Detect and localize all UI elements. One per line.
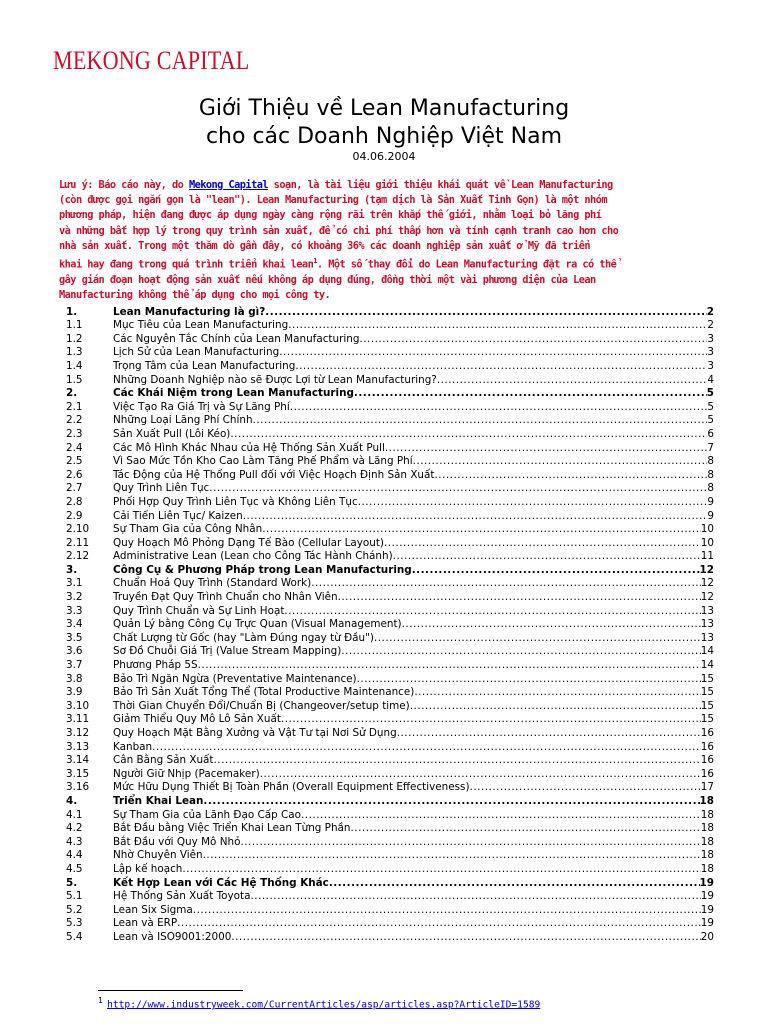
toc-leader-dots — [265, 306, 707, 319]
toc-leader-dots — [437, 374, 708, 387]
toc-entry-page: 3 — [707, 332, 714, 345]
toc-entry-number: 2.9 — [66, 509, 83, 522]
toc-entry-title: Kết Hợp Lean với Các Hệ Thống Khác — [113, 876, 329, 889]
toc-leader-dots — [357, 673, 701, 686]
toc-leader-dots — [311, 577, 701, 590]
toc-entry-number: 3.13 — [66, 740, 90, 753]
toc-entry-title: Truyền Đạt Quy Trình Chuẩn cho Nhân Viên — [113, 591, 338, 604]
toc-entry-title: Nhờ Chuyên Viên — [113, 849, 203, 862]
toc-entry-title: Bảo Trì Ngăn Ngừa (Preventative Maintenance) — [113, 672, 357, 685]
toc-entry-page: 15 — [700, 713, 714, 726]
toc-entry-number: 4.1 — [66, 808, 83, 821]
toc-leader-dots — [193, 904, 701, 917]
toc-entry-page: 15 — [700, 672, 714, 685]
toc-leader-dots — [329, 877, 700, 890]
toc-entry-number: 3.11 — [66, 713, 90, 726]
toc-entry-number: 4. — [66, 794, 78, 807]
toc-leader-dots — [434, 469, 707, 482]
toc-entry-page: 12 — [700, 577, 714, 590]
toc-leader-dots — [260, 768, 701, 781]
toc-leader-dots — [470, 781, 701, 794]
toc-entry-title: Quy Hoạch Mô Phỏng Dạng Tế Bào (Cellular Layout) — [113, 536, 384, 549]
toc-entry[interactable] — [66, 346, 714, 360]
toc-entry[interactable] — [66, 890, 714, 904]
toc-entry-title: Cải Tiến Liên Tục/ Kaizen — [113, 509, 243, 522]
toc-entry-title: Công Cụ & Phương Pháp trong Lean Manufacturing — [113, 563, 412, 576]
toc-entry-title: Bắt Đầu với Quy Mô Nhỏ — [113, 835, 241, 848]
toc-leader-dots — [414, 686, 700, 699]
toc-entry[interactable] — [66, 563, 714, 577]
toc-entry-page: 15 — [700, 699, 714, 712]
toc-leader-dots — [262, 523, 701, 536]
toc-entry[interactable] — [66, 781, 714, 795]
toc-leader-dots — [413, 455, 708, 468]
toc-entry-page: 10 — [700, 536, 714, 549]
toc-leader-dots — [358, 496, 708, 509]
toc-entry-title: Người Giữ Nhịp (Pacemaker) — [113, 767, 260, 780]
toc-entry-number: 2.12 — [66, 550, 90, 563]
mekong-capital-logo: MEKONG CAPITAL — [53, 46, 250, 75]
toc-entry-number: 3.10 — [66, 699, 90, 712]
toc-leader-dots — [397, 727, 701, 740]
toc-entry-number: 3.14 — [66, 754, 90, 767]
toc-entry-page: 9 — [707, 495, 714, 508]
toc-entry-page: 3 — [707, 346, 714, 359]
toc-entry-page: 8 — [707, 455, 714, 468]
toc-leader-dots — [338, 591, 701, 604]
toc-leader-dots — [240, 836, 700, 849]
toc-entry-number: 1.5 — [66, 373, 83, 386]
toc-entry[interactable] — [66, 740, 714, 754]
note-line: gây gián đoạn hoạt động sản xuất nếu không áp dụng đúng, đồng thời một vài phương diện của Lean — [59, 273, 596, 286]
toc-entry-page: 18 — [700, 862, 714, 875]
toc-entry-page: 4 — [707, 373, 714, 386]
toc-entry-page: 12 — [700, 591, 714, 604]
toc-entry-title: Cân Bằng Sản Xuất — [113, 754, 214, 767]
toc-entry[interactable] — [66, 482, 714, 496]
toc-entry-number: 3.15 — [66, 767, 90, 780]
toc-entry-number: 2.4 — [66, 441, 83, 454]
toc-entry[interactable] — [66, 835, 714, 849]
toc-entry-number: 2.6 — [66, 468, 83, 481]
note-text: . Một số thay đổi do Lean Manufacturing đặt ra có thể — [316, 258, 617, 271]
toc-entry-title: Lịch Sử của Lean Manufacturing — [113, 346, 280, 359]
document-date: 04.06.2004 — [352, 150, 416, 163]
toc-entry-title: Những Doanh Nghiệp nào sẽ Được Lợi từ Lean Manufacturing? — [113, 373, 437, 386]
toc-entry-number: 5.4 — [66, 930, 83, 943]
toc-entry-number: 5.2 — [66, 903, 83, 916]
toc-entry[interactable] — [66, 536, 714, 550]
toc-entry[interactable] — [66, 509, 714, 523]
toc-entry-number: 2.5 — [66, 455, 83, 468]
toc-entry-page: 14 — [700, 659, 714, 672]
toc-entry-title: Giảm Thiểu Quy Mô Lô Sản Xuất — [113, 713, 281, 726]
toc-entry-number: 3.5 — [66, 631, 83, 644]
toc-entry-page: 12 — [699, 563, 714, 576]
toc-entry-title: Kanban — [113, 740, 153, 753]
toc-entry-number: 2.2 — [66, 414, 83, 427]
toc-leader-dots — [182, 863, 700, 876]
toc-entry-number: 2.3 — [66, 427, 83, 440]
toc-entry-number: 5. — [66, 876, 78, 889]
intro-note — [59, 178, 713, 303]
toc-entry-title: Sự Tham Gia của Công Nhân — [113, 523, 263, 536]
mekong-capital-link[interactable]: Mekong Capital — [188, 179, 269, 191]
toc-entry-page: 16 — [700, 767, 714, 780]
toc-entry-title: Quy Trình Liên Tục — [113, 482, 210, 495]
toc-entry-page: 19 — [700, 890, 714, 903]
toc-entry-title: Quản Lý bằng Công Cụ Trực Quan (Visual Management) — [113, 618, 402, 631]
toc-leader-dots — [290, 401, 708, 414]
toc-entry-page: 15 — [700, 686, 714, 699]
toc-entry-page: 2 — [707, 319, 714, 332]
toc-leader-dots — [209, 482, 707, 495]
toc-entry-number: 1.3 — [66, 346, 83, 359]
toc-entry[interactable] — [66, 373, 714, 387]
toc-leader-dots — [279, 346, 707, 359]
toc-entry-title: Các Mô Hình Khác Nhau của Hệ Thống Sản Xuất Pull — [113, 441, 385, 454]
toc-entry-page: 3 — [707, 359, 714, 372]
toc-entry[interactable] — [66, 550, 714, 564]
toc-entry-title: Lean Manufacturing là gì? — [113, 305, 266, 318]
toc-entry-page: 16 — [700, 754, 714, 767]
toc-entry-number: 4.3 — [66, 835, 83, 848]
toc-entry-number: 3.12 — [66, 727, 90, 739]
toc-entry-number: 4.5 — [66, 862, 83, 875]
toc-entry-page: 18 — [700, 835, 714, 848]
footnote — [98, 996, 540, 1010]
footnote-ref[interactable]: 1 — [313, 257, 317, 266]
toc-leader-dots — [410, 700, 701, 713]
toc-entry-number: 2.11 — [66, 536, 90, 549]
toc-entry-number: 3.2 — [66, 591, 83, 604]
toc-entry-title: Tác Động của Hệ Thống Pull đối với Việc Hoạch Định Sản Xuất — [113, 468, 435, 481]
toc-entry-title: Lean và ISO9001:2000 — [113, 930, 232, 943]
toc-entry-title: Mục Tiêu của Lean Manufacturing — [113, 319, 289, 332]
toc-entry-page: 9 — [707, 509, 714, 522]
toc-entry-page: 2 — [706, 305, 714, 318]
toc-entry[interactable] — [66, 523, 714, 537]
toc-leader-dots — [393, 550, 701, 563]
toc-entry[interactable] — [66, 930, 714, 944]
toc-entry-page: 5 — [706, 387, 714, 400]
toc-entry-page: 20 — [700, 930, 714, 943]
toc-entry-page: 8 — [707, 468, 714, 481]
toc-entry-title: Vì Sao Mức Tồn Kho Cao Làm Tăng Phế Phẩm và Lãng Phí — [113, 455, 413, 468]
note-line: phương pháp, hiện đang được áp dụng ngày càng rộng rãi trên khắp thế giới, nhằm loại bỏ lãng phí — [59, 209, 602, 222]
toc-entry-page: 7 — [707, 441, 714, 454]
toc-entry-page: 19 — [700, 917, 714, 930]
toc-leader-dots — [402, 618, 701, 631]
toc-entry[interactable] — [66, 618, 714, 632]
toc-entry-page: 13 — [700, 618, 714, 631]
toc-entry-page: 19 — [699, 876, 714, 889]
document-title-line2: cho các Doanh Nghiệp Việt Nam — [205, 124, 563, 149]
toc-leader-dots — [351, 822, 701, 835]
toc-entry[interactable] — [66, 726, 714, 740]
toc-entry-number: 2. — [66, 387, 78, 400]
toc-leader-dots — [301, 809, 701, 822]
toc-entry[interactable] — [66, 767, 714, 781]
toc-leader-dots — [253, 414, 708, 427]
toc-entry[interactable] — [66, 631, 714, 645]
toc-entry-title: Việc Tạo Ra Giá Trị và Sự Lãng Phí — [113, 400, 290, 413]
toc-entry[interactable] — [66, 754, 714, 768]
toc-entry-number: 3. — [66, 563, 78, 576]
toc-entry-page: 11 — [700, 550, 714, 563]
toc-entry[interactable] — [66, 400, 714, 414]
toc-entry[interactable] — [66, 319, 714, 333]
toc-entry-number: 3.6 — [66, 645, 83, 658]
toc-entry[interactable] — [66, 849, 714, 863]
toc-entry[interactable] — [66, 359, 714, 373]
toc-leader-dots — [412, 564, 700, 577]
toc-entry-page: 18 — [700, 822, 714, 835]
toc-entry-title: Bảo Trì Sản Xuất Tổng Thể (Total Productive Maintenance) — [113, 686, 415, 699]
toc-entry-page: 13 — [700, 604, 714, 617]
toc-entry-title: Chuẩn Hoá Quy Trình (Standard Work) — [113, 577, 312, 590]
toc-entry-page: 18 — [700, 849, 714, 862]
toc-leader-dots — [203, 849, 701, 862]
note-line: (còn được gọi ngắn gọn là "lean"). Lean Manufacturing (tạm dịch là Sản Xuất Tinh Gọn) là một nhóm — [59, 194, 607, 207]
toc-entry[interactable] — [66, 822, 714, 836]
toc-entry-number: 3.16 — [66, 781, 90, 794]
toc-entry-title: Các Nguyên Tắc Chính của Lean Manufacturing — [113, 332, 360, 345]
toc-entry-number: 3.1 — [66, 577, 83, 590]
toc-entry-title: Chất Lượng từ Gốc (hay "Làm Đúng ngay từ Đầu") — [113, 631, 374, 644]
toc-entry[interactable] — [66, 713, 714, 727]
toc-entry[interactable] — [66, 808, 714, 822]
toc-entry-title: Thời Gian Chuyển Đổi/Chuẩn Bị (Changeover/setup time) — [113, 699, 410, 712]
document-title-line1: Giới Thiệu về Lean Manufacturing — [198, 96, 570, 121]
toc-entry[interactable] — [66, 427, 714, 441]
footnote-link[interactable]: http://www.industryweek.com/CurrentArticles/asp/articles.asp?ArticleID=1589 — [107, 999, 541, 1011]
toc-entry-title: Lean Six Sigma — [113, 903, 193, 916]
toc-entry-page: 18 — [699, 794, 714, 807]
toc-entry-number: 1.2 — [66, 332, 83, 345]
toc-entry-number: 4.4 — [66, 849, 83, 862]
toc-entry-title: Sản Xuất Pull (Lôi Kéo) — [113, 427, 231, 440]
toc-entry-title: Những Loại Lãng Phí Chính — [113, 414, 253, 427]
toc-entry-page: 13 — [700, 631, 714, 644]
toc-entry-page: 8 — [707, 482, 714, 495]
toc-leader-dots — [359, 333, 707, 346]
toc-entry[interactable] — [66, 468, 714, 482]
note-line: Manufacturing không thể áp dụng cho mọi công ty. — [59, 288, 331, 301]
toc-entry-title: Administrative Lean (Lean cho Công Tác Hành Chánh) — [113, 550, 393, 563]
toc-leader-dots — [281, 713, 701, 726]
footnote-mark: 1 — [98, 996, 104, 1005]
toc-entry-number: 2.7 — [66, 482, 83, 495]
toc-entry-page: 5 — [707, 414, 714, 427]
toc-entry-number: 1. — [66, 305, 78, 318]
toc-entry[interactable] — [66, 672, 714, 686]
toc-entry-title: Phương Pháp 5S — [113, 659, 198, 672]
toc-leader-dots — [341, 645, 701, 658]
toc-entry[interactable] — [66, 699, 714, 713]
toc-leader-dots — [203, 795, 699, 808]
toc-entry-title: Các Khái Niệm trong Lean Manufacturing — [113, 387, 354, 400]
toc-entry[interactable] — [66, 455, 714, 469]
toc-entry[interactable] — [66, 686, 714, 700]
toc-entry[interactable] — [66, 876, 714, 890]
toc-entry[interactable] — [66, 604, 714, 618]
toc-leader-dots — [354, 387, 707, 400]
toc-entry-number: 3.9 — [66, 686, 83, 699]
toc-leader-dots — [288, 319, 707, 332]
toc-entry[interactable] — [66, 590, 714, 604]
toc-entry[interactable] — [66, 658, 714, 672]
toc-entry-title: Trọng Tâm của Lean Manufacturing — [113, 359, 296, 372]
toc-entry-title: Triển Khai Lean — [113, 794, 204, 807]
toc-entry[interactable] — [66, 495, 714, 509]
toc-leader-dots — [230, 428, 707, 441]
toc-entry-page: 16 — [700, 740, 714, 753]
toc-entry-page: 19 — [700, 903, 714, 916]
note-text: soạn, là tài liệu giới thiệu khái quát về Lean Manufacturing — [268, 179, 613, 191]
toc-entry-title: Quy Trình Chuẩn và Sự Linh Hoạt — [113, 604, 285, 617]
footnote-divider — [98, 990, 243, 991]
toc-entry-number: 3.7 — [66, 659, 83, 672]
toc-entry[interactable] — [66, 414, 714, 428]
toc-leader-dots — [374, 632, 701, 645]
toc-entry-title: Bắt Đầu bằng Việc Triển Khai Lean Từng Phần — [113, 822, 351, 835]
toc-entry-page: 5 — [707, 400, 714, 413]
toc-leader-dots — [384, 537, 701, 550]
note-line — [59, 254, 713, 273]
toc-leader-dots — [295, 360, 707, 373]
toc-entry[interactable] — [66, 441, 714, 455]
toc-entry-title: Phối Hợp Quy Trình Liên Tục và Không Liên Tục — [113, 495, 358, 508]
toc-leader-dots — [284, 605, 700, 618]
toc-leader-dots — [214, 754, 701, 767]
toc-entry-number: 2.10 — [66, 523, 90, 536]
toc-entry-number: 3.4 — [66, 618, 83, 631]
toc-entry-title: Sơ Đồ Chuỗi Giá Trị (Value Stream Mapping) — [113, 645, 342, 658]
toc-leader-dots — [243, 510, 708, 523]
toc-entry-title: Lean và ERP — [113, 917, 178, 930]
toc-entry[interactable] — [66, 794, 714, 808]
toc-entry-page: 14 — [700, 645, 714, 658]
toc-entry[interactable] — [66, 862, 714, 876]
toc-entry-number: 5.3 — [66, 917, 83, 930]
toc-leader-dots — [250, 890, 700, 903]
toc-leader-dots — [198, 659, 701, 672]
toc-entry-number: 3.8 — [66, 672, 83, 685]
toc-entry[interactable] — [66, 645, 714, 659]
toc-leader-dots — [177, 917, 701, 930]
toc-entry-page: 16 — [700, 727, 714, 739]
toc-entry-number: 2.8 — [66, 495, 83, 508]
toc-leader-dots — [231, 931, 700, 944]
toc-entry-number: 2.1 — [66, 400, 83, 413]
table-of-contents — [66, 305, 714, 944]
toc-entry-title: Lập kế hoạch — [113, 862, 183, 875]
note-text: khai hay đang trong quá trình triển khai lean — [59, 258, 314, 271]
toc-leader-dots — [385, 442, 708, 455]
note-line — [59, 178, 713, 193]
toc-entry-title: Mức Hữu Dụng Thiết Bị Toàn Phần (Overall Equipment Effectiveness) — [113, 781, 470, 794]
toc-entry-number: 1.4 — [66, 359, 83, 372]
toc-entry[interactable] — [66, 305, 714, 319]
toc-entry-number: 3.3 — [66, 604, 83, 617]
toc-entry-page: 18 — [700, 808, 714, 821]
toc-leader-dots — [152, 741, 701, 754]
toc-entry[interactable] — [66, 387, 714, 401]
toc-entry-number: 1.1 — [66, 319, 83, 332]
toc-entry-page: 17 — [700, 781, 714, 794]
toc-entry-title: Quy Hoạch Mặt Bằng Xưởng và Vật Tư tại Nơi Sử Dụng — [113, 727, 397, 739]
toc-entry-number: 4.2 — [66, 822, 83, 835]
toc-entry-number: 5.1 — [66, 890, 83, 903]
toc-entry-title: Hệ Thống Sản Xuất Toyota — [113, 890, 251, 903]
toc-entry-title: Sự Tham Gia của Lãnh Đạo Cấp Cao — [113, 808, 301, 821]
toc-entry-page: 10 — [700, 523, 714, 536]
toc-entry[interactable] — [66, 917, 714, 931]
toc-entry-page: 6 — [707, 427, 714, 440]
note-line: và những bất hợp lý trong quy trình sản xuất, để có chi phí thấp hơn và tính cạnh tranh cao hơn cho — [59, 224, 619, 237]
toc-entry[interactable] — [66, 332, 714, 346]
note-text: Lưu ý: Báo cáo này, do — [59, 179, 189, 191]
note-line: nhà sản xuất. Trong một thăm dò gần đây, có khoảng 36% các doanh nghiệp sản xuất ở Mỹ đã triển — [59, 239, 591, 252]
toc-entry[interactable] — [66, 903, 714, 917]
toc-entry[interactable] — [66, 577, 714, 591]
